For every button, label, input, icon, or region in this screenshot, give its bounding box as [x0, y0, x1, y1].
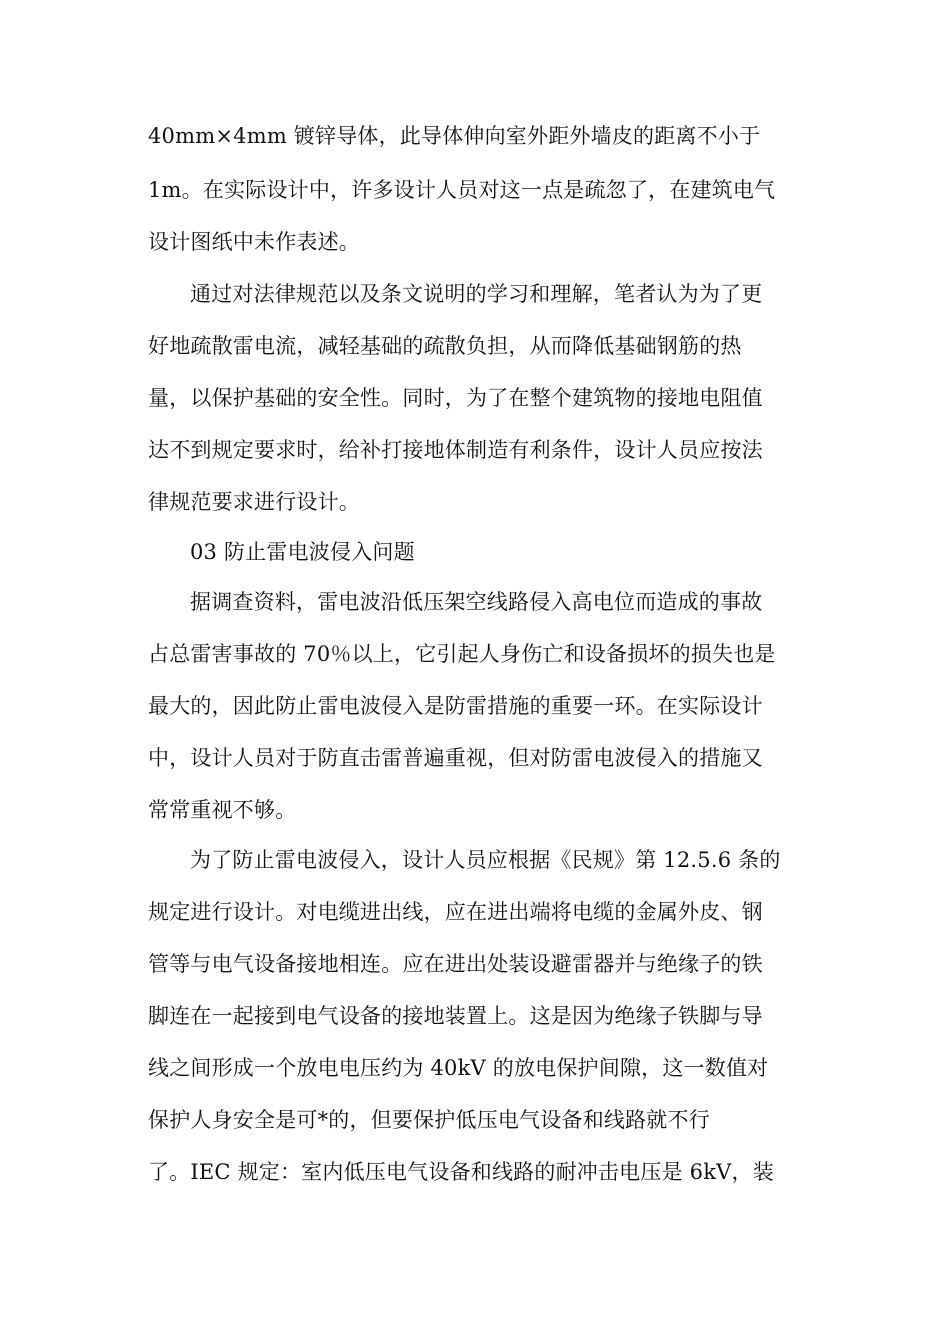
- text-line: 1m。在实际设计中，许多设计人员对这一点是疏忽了，在建筑电气: [148, 178, 776, 202]
- text-line: 设计图纸中未作表述。: [148, 230, 360, 254]
- paragraph-first-line: 为了防止雷电波侵入，设计人员应根据《民规》第 12.5.6 条的: [190, 848, 781, 872]
- text-line: 达不到规定要求时，给补打接地体制造有利条件，设计人员应按法: [148, 438, 763, 462]
- text-line: 保护人身安全是可*的，但要保护低压电气设备和线路就不行: [148, 1108, 710, 1132]
- text-line: 量，以保护基础的安全性。同时，为了在整个建筑物的接地电阻值: [148, 386, 763, 410]
- text-line: 律规范要求进行设计。: [148, 490, 360, 514]
- text-line: 了。IEC 规定：室内低压电气设备和线路的耐冲击电压是 6kV，装: [148, 1160, 774, 1184]
- text-line: 线之间形成一个放电电压约为 40kV 的放电保护间隙，这一数值对: [148, 1056, 769, 1080]
- paragraph-first-line: 据调查资料，雷电波沿低压架空线路侵入高电位而造成的事故: [190, 590, 763, 614]
- text-line: 占总雷害事故的 70％以上，它引起人身伤亡和设备损坏的损失也是: [148, 642, 776, 666]
- text-line: 管等与电气设备接地相连。应在进出处装设避雷器并与绝缘子的铁: [148, 952, 763, 976]
- text-line: 脚连在一起接到电气设备的接地装置上。这是因为绝缘子铁脚与导: [148, 1004, 763, 1028]
- paragraph-first-line: 通过对法律规范以及条文说明的学习和理解，笔者认为为了更: [190, 282, 763, 306]
- text-line: 常常重视不够。: [148, 798, 297, 822]
- text-line: 规定进行设计。对电缆进出线，应在进出端将电缆的金属外皮、钢: [148, 900, 763, 924]
- text-line: 最大的，因此防止雷电波侵入是防雷措施的重要一环。在实际设计: [148, 694, 763, 718]
- text-line: 好地疏散雷电流，减轻基础的疏散负担，从而降低基础钢筋的热: [148, 334, 742, 358]
- text-line: 中，设计人员对于防直击雷普遍重视，但对防雷电波侵入的措施又: [148, 746, 763, 770]
- text-line: 40mm×4mm 镀锌导体，此导体伸向室外距外墙皮的距离不小于: [148, 124, 761, 148]
- section-heading: 03 防止雷电波侵入问题: [190, 540, 415, 564]
